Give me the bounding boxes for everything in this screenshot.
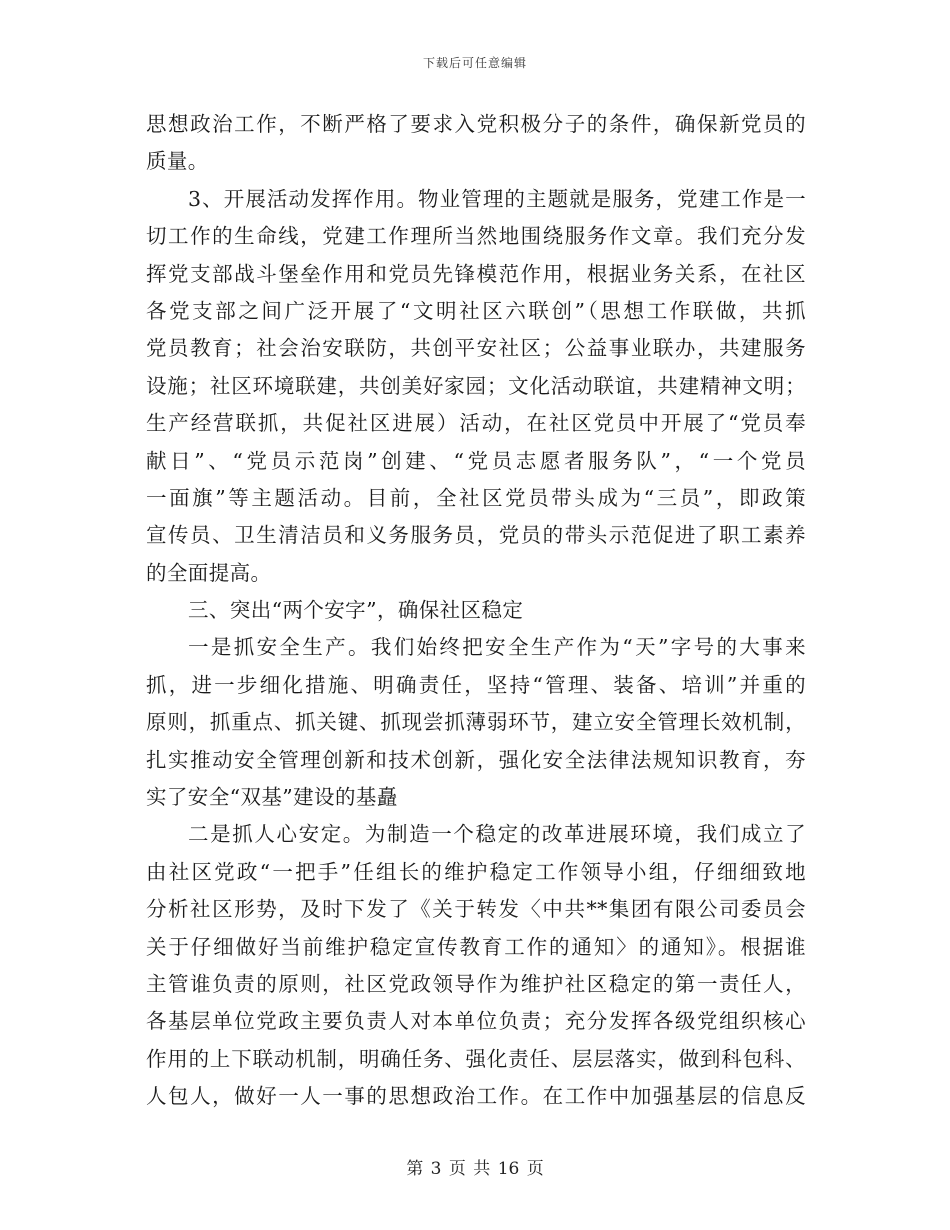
body-line: 一面旗”等主题活动。目前，全社区党员带头成为“三员”，即政策 [146,485,806,510]
body-line: 各基层单位党政主要负责人对本单位负责；充分发挥各级党组织核心 [146,1009,806,1034]
body-line: 由社区党政“一把手”任组长的维护稳定工作领导小组，仔细细致地 [146,859,806,884]
body-line: 生产经营联抓，共促社区进展）活动，在社区党员中开展了“党员奉 [146,411,806,436]
document-body [146,106,806,1116]
page-header: 下载后可任意编辑 [422,56,527,70]
body-line: 思想政治工作，不断严格了要求入党积极分子的条件，确保新党员的 [146,112,806,136]
body-line: 原则，抓重点、抓关键、抓现尝抓薄弱环节，建立安全管理长效机制， [146,710,806,735]
body-line: 的全面提高。 [146,560,272,585]
body-line: 实了安全“双基”建设的基矗 [146,785,398,810]
body-line: 宣传员、卫生清洁员和义务服务员，党员的带头示范促进了职工素养 [146,523,806,548]
body-line: 人包人，做好一人一事的思想政治工作。在工作中加强基层的信息反 [146,1084,806,1109]
body-line: 设施；社区环境联建，共创美好家园；文化活动联谊，共建精神文明； [146,373,806,398]
body-line: 一是抓安全生产。我们始终把安全生产作为“天”字号的大事来 [188,635,806,660]
body-line: 作用的上下联动机制，明确任务、强化责任、层层落实，做到科包科、 [146,1046,806,1071]
body-line: 关于仔细做好当前维护稳定宣传教育工作的通知〉的通知》。根据谁 [146,934,806,959]
body-line: 二是抓人心安定。为制造一个稳定的改革进展环境，我们成立了 [188,822,806,847]
body-line: 献日”、“党员示范岗”创建、“党员志愿者服务队”，“一个党员 [146,448,806,473]
body-line: 挥党支部战斗堡垒作用和党员先锋模范作用，根据业务关系，在社区 [146,261,806,286]
body-line: 各党支部之间广泛开展了“文明社区六联创”（思想工作联做，共抓 [146,298,806,323]
body-line: 分析社区形势，及时下发了《关于转发〈中共**集团有限公司委员会 [146,897,806,922]
body-line: 切工作的生命线，党建工作理所当然地围绕服务作文章。我们充分发 [146,224,806,249]
body-line: 党员教育；社会治安联防，共创平安社区；公益事业联办，共建服务 [146,336,806,361]
body-line: 质量。 [146,149,209,174]
body-line: 抓，进一步细化措施、明确责任，坚持“管理、装备、培训”并重的 [146,672,806,697]
body-line: 扎实推动安全管理创新和技术创新，强化安全法律法规知识教育，夯 [146,747,806,772]
page-number: 第 3 页 共 16 页 [406,1159,544,1179]
section-heading: 三、突出“两个安字”，确保社区稳定 [188,598,524,623]
body-line: 主管谁负责的原则，社区党政领导作为维护社区稳定的第一责任人， [146,971,806,996]
body-line: 3、开展活动发挥作用。物业管理的主题就是服务，党建工作是一 [188,186,806,211]
